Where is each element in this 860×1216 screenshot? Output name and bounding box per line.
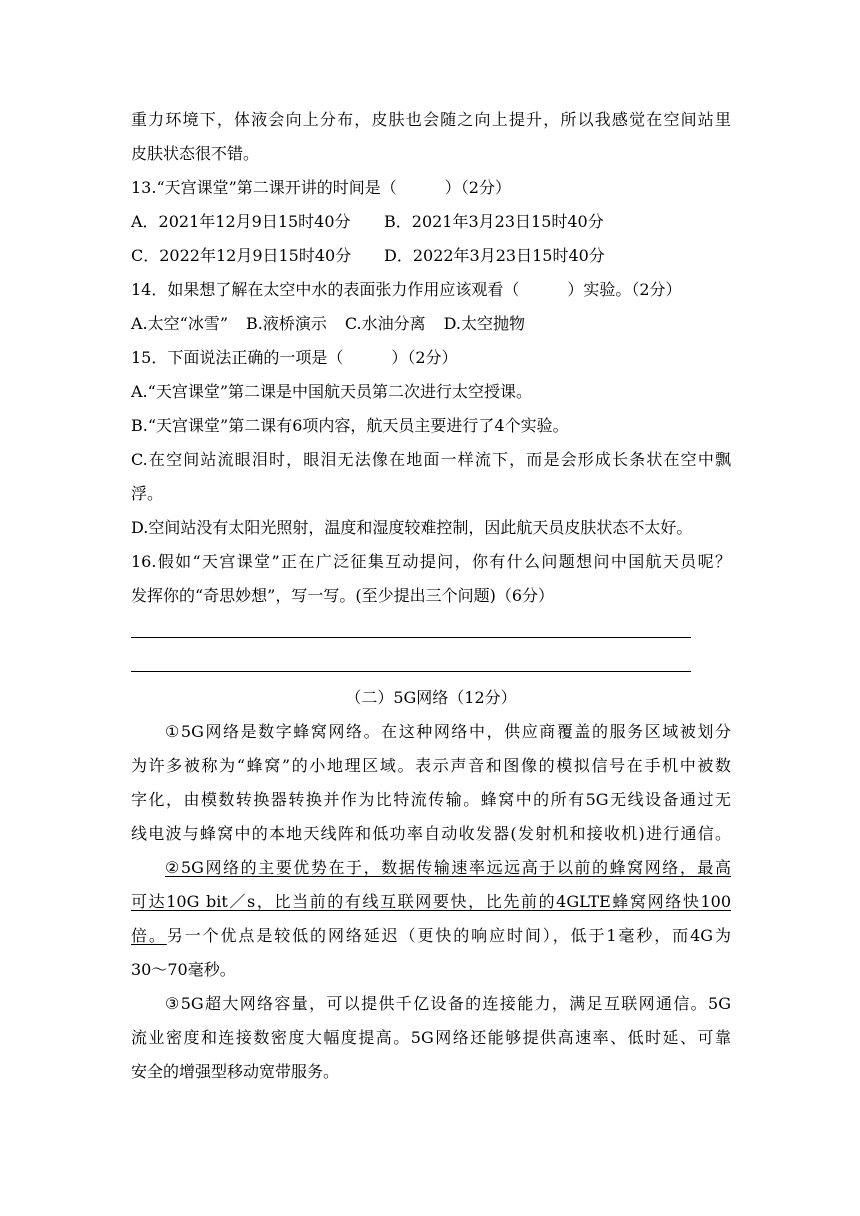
question-14-stem: 14．如果想了解在太空中水的表面张力作用应该观看（ ）实验。（2分） xyxy=(131,280,682,299)
question-13-options-row-2 xyxy=(131,239,731,273)
option-c-continued: 浮。 xyxy=(131,484,164,503)
question-15-stem: 15．下面说法正确的一项是（ ）（2分） xyxy=(131,348,458,367)
question-13-options-row-1 xyxy=(131,205,731,239)
paragraph-3-line: 安全的增强型移动宽带服务。 xyxy=(131,1062,340,1081)
underlined-text: ②5G网络的主要优势在于，数据传输速率远远高于以前的蜂窝网络，最高 xyxy=(165,858,731,877)
paragraph-text: 另一个优点是较低的网络延迟（更快的响应时间），低于1毫秒，而4G为 xyxy=(166,926,731,945)
answer-line[interactable] xyxy=(131,647,731,681)
option-c: C.水油分离 xyxy=(344,314,426,333)
paragraph-2-line: 30～70毫秒。 xyxy=(131,960,236,979)
question-16-stem-continued: 发挥你的“奇思妙想”，写一写。(至少提出三个问题)（6分） xyxy=(131,586,555,605)
section-title: （二）5G网络（12分） xyxy=(345,688,517,707)
option-c: C.在空间站流眼泪时，眼泪无法像在地面一样流下，而是会形成长条状在空中飘 xyxy=(131,450,731,469)
option-a: A.太空“冰雪” xyxy=(131,314,229,333)
option-c: C．2022年12月9日15时40分 xyxy=(131,246,352,265)
option-a: A．2021年12月9日15时40分 xyxy=(131,212,351,231)
paragraph-2-line xyxy=(131,919,731,953)
option-a: A.“天宫课堂”第二课是中国航天员第二次进行太空授课。 xyxy=(131,382,533,401)
paragraph-2-line xyxy=(131,885,731,919)
question-16-stem: 16.假如“天宫课堂”正在广泛征集互动提问，你有什么问题想问中国航天员呢？ xyxy=(131,552,731,571)
option-b: B.液桥演示 xyxy=(246,314,327,333)
paragraph-1-line: ①5G网络是数字蜂窝网络。在这种网络中，供应商覆盖的服务区域被划分 xyxy=(165,722,731,741)
paragraph-1-line: 为许多被称为“蜂窝”的小地理区域。表示声音和图像的模拟信号在手机中被数 xyxy=(131,756,731,775)
page-content xyxy=(131,103,731,1089)
paragraph-3-line: 流业密度和连接数密度大幅度提高。5G网络还能够提供高速率、低时延、可靠 xyxy=(131,1028,731,1047)
paragraph-3-line: ③5G超大网络容量，可以提供千亿设备的连接能力，满足互联网通信。5G xyxy=(165,994,731,1013)
paragraph-1-line: 线电波与蜂窝中的本地天线阵和低功率自动收发器(发射机和接收机)进行通信。 xyxy=(131,824,731,843)
answer-line[interactable] xyxy=(131,613,731,647)
option-b: B．2021年3月23日15时40分 xyxy=(384,212,604,231)
option-d: D.太空抛物 xyxy=(443,314,525,333)
passage-line: 皮肤状态很不错。 xyxy=(131,144,260,163)
option-d: D．2022年3月23日15时40分 xyxy=(384,246,605,265)
paragraph-2-line xyxy=(131,851,731,885)
question-14-options xyxy=(131,307,731,341)
paragraph-1-line: 字化，由模数转换器转换并作为比特流传输。蜂窝中的所有5G无线设备通过无 xyxy=(131,790,731,809)
underlined-text: 可达10G bit／s，比当前的有线互联网要快，比先前的4GLTE蜂窝网络快100 xyxy=(131,892,731,911)
option-b: B.“天宫课堂”第二课有6项内容，航天员主要进行了4个实验。 xyxy=(131,416,569,435)
option-d: D.空间站没有太阳光照射，温度和湿度较难控制，因此航天员皮肤状态不太好。 xyxy=(131,518,693,537)
question-13-stem: 13.“天宫课堂”第二课开讲的时间是（ ）（2分） xyxy=(131,178,511,197)
underlined-text: 倍。 xyxy=(131,926,167,945)
passage-line: 重力环境下，体液会向上分布，皮肤也会随之向上提升，所以我感觉在空间站里 xyxy=(131,110,731,129)
